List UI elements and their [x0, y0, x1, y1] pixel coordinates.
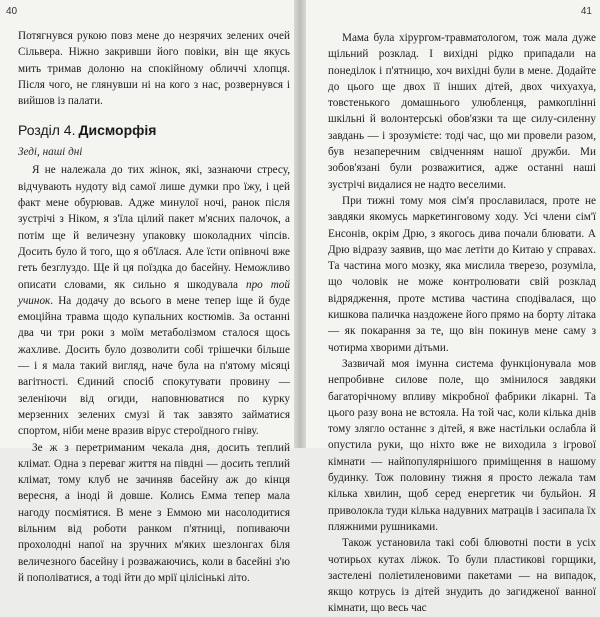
chapter-title: Дисморфія [78, 122, 157, 139]
chapter-label: Розділ 4. [18, 122, 76, 139]
book-gutter [294, 0, 306, 448]
page-number-left: 40 [6, 6, 18, 17]
right-paragraph-3: Зазвичай моя імунна система функціонувала мов непробивне силове поле, що змінилося завдяки багаторічному впливу мікробної фабрики лікарні. Та цього разу вона не встояла. На той час, коли кілька днів тому злягло останнє з дітей, я вже настільки ослабла й опустила руки, що ніхто вже не виходила з ігрової кімнати — найпопулярнішого приміщення в нашому будинку. Тож половину тижня я просто лежала там кілька хвилин, щоб серед енергетик чи бульйон. Я приволокла туди кілька надувних матраців і засипала їх пляжними рушниками. [328, 357, 596, 533]
right-page [306, 0, 600, 615]
right-paragraph-2: При тижні тому моя сім'я прославилася, проте не завдяки якомусь маркетинговому ходу. Усі члени сім'ї Енсонів, окрім Дрю, з якогось дива почали блювати. А Дрю відразу заявив, що має летіти до Китаю у справах. Та частина мого мозку, яка мислила тверезо, розуміла, що чоловік не може контролювати свій розклад відрядження, проте мстива частина сподівалася, що кишкова паличка наздожене його прямо на борту літака — як покарання за те, що він покинув мене саму з чотирма хворими дітьми. [328, 194, 596, 354]
left-paragraph-1: Потягнувся рукою повз мене до незрячих зелених очей Сільвера. Ніжно закривши його повіки, він ще якусь мить тримав долоню на спокійному обличчі хлопця. Після чого, не глянувши ні на кого з нас, розвернувся і вийшов із палати. [18, 30, 290, 108]
left-page [0, 0, 294, 584]
left-text-column [18, 28, 290, 586]
right-paragraph-4: Також установила такі собі блювотні пости в усіх чотирьох кутах ліжок. То були пластикові горщики, застелені поліетиленовими пакетами — на випадок, якщо котрусь із дітей знудить до загидженої ванної кімнати, що весь час [328, 537, 596, 615]
chapter-place-time: Зеді, наші дні [18, 146, 83, 159]
chapter-heading [18, 121, 290, 139]
emphasis-text: про той учинок [18, 278, 290, 307]
page-number-right: 41 [580, 6, 592, 17]
left-paragraph-2: Я не належала до тих жінок, які, зазнаючи стресу, відчувають нудоту від самої лише думки про їжу, і цей факт мене обурював. Адже минулої ночі, ранок після зустрічі з Ніком, я з'їла цілий пакет м'ясних палочок, а потім ще й величезну упаковку шоколадних чіпсів. Досить було й того, що я об'їлася. Але їсти опівночі вже геть безглуздо. Ще й ця поїздка до басейну. Неможливо описати словами, як сильно я шкодувала про той учинок. На додачу до всього в мене тепер іще й буде емоційна травма щодо купальних костюмів. За останні два чи три роки з моїм метаболізмом сталося щось жахливе. Досить було дозволити собі трішечки більше — і я мала такий вигляд, наче була на п'ятому місяці вагітності. Єдиний спосіб спокутувати провину — зеленіючи від огиди, наповнюватися по курку мерзенних зелених смузі й так завзято займатися спортом, ніби мене вразив вірус стероїдного гніву. [18, 164, 290, 438]
right-text-column [328, 30, 596, 617]
right-paragraph-1: Мама була хірургом-травматологом, тож мала дуже щільний розклад. І вихідні рідко припадали на понеділок і п'ятницю, хоч вихідні були в мене. Додайте до цього ще двох її інших дітей, двох чихуахуа, товстенького домашнього улюбленця, рамкоплінні шкільні й волонтерські обов'язки та ще силу-силенну завдань — і зрозумієте: тоді час, що ми провели разом, був незаперечним свідченням нашої дружби. Ми зобов'язані були розважитися, адже останні наші зустрічі видалися не надто веселими. [328, 32, 596, 191]
left-paragraph-3: Зе ж з перетриманим чекала дня, досить теплий клімат. Одна з переваг життя на півдні — досить теплий клімат, тому клуб не зачиняв басейну аж до кінця вересня, а іноді й довше. Колись Емма тепер мала нагоду посміятися. В мене з Еммою ми насолодитися вільним від роботи ранком п'ятниці, попиваючи прохолодні напої на зручних м'яких шезлонгах біля величезного басейну і розважаючись, коли в басейні з'ю й пополіватися, а тоді йти до мрії цілісінькі літо. [18, 441, 290, 584]
